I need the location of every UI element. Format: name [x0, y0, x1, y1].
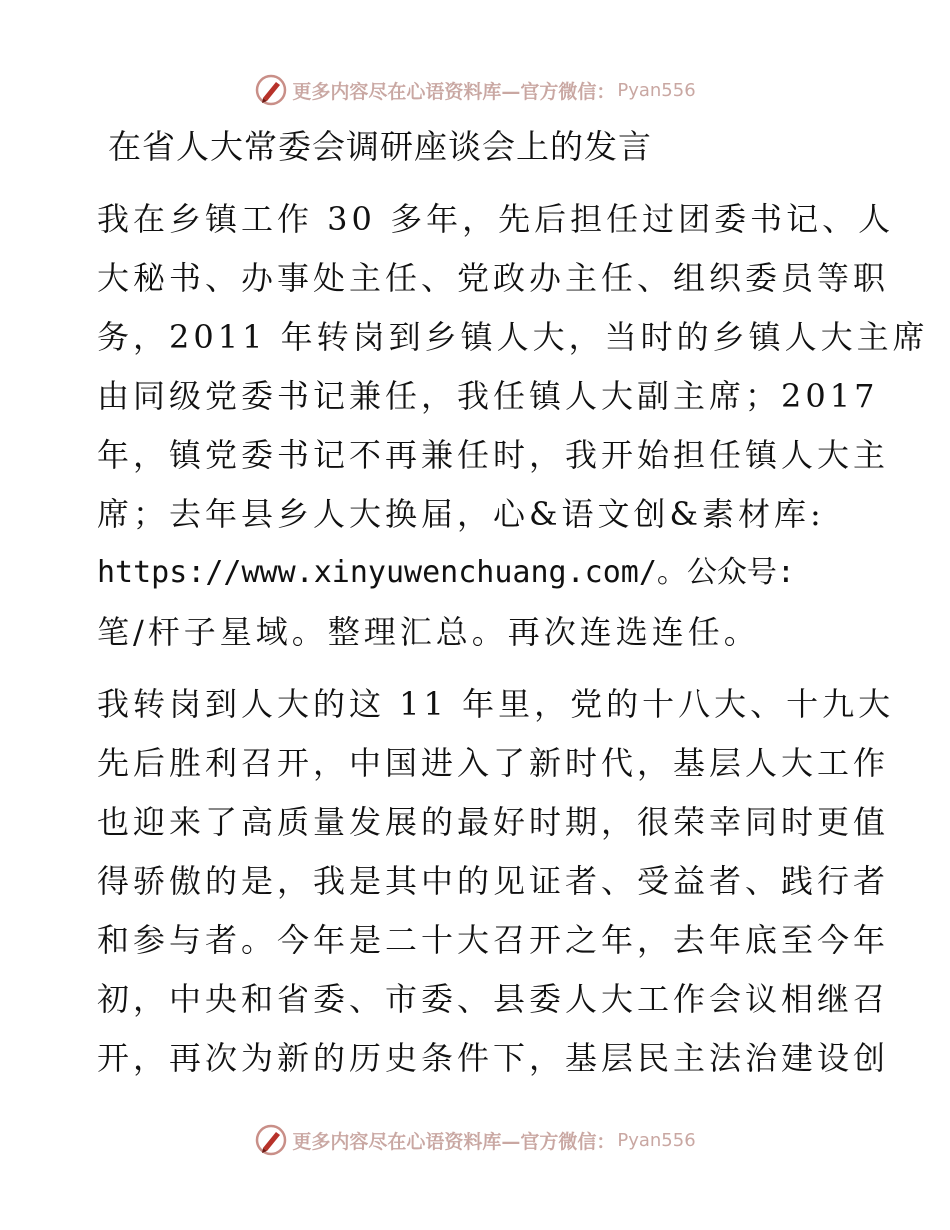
header-watermark	[0, 70, 950, 110]
watermark-account: Pyan556	[617, 1129, 696, 1151]
pen-logo-icon	[254, 1123, 288, 1157]
text-line: 得骄傲的是，我是其中的见证者、受益者、践行者	[97, 862, 890, 900]
text-line: 由同级党委书记兼任，我任镇人大副主席；2017	[97, 377, 879, 415]
pen-logo-icon	[254, 73, 288, 107]
text-line: 我转岗到人大的这 11 年里，党的十八大、十九大	[97, 685, 895, 723]
text-line: 开，再次为新的历史条件下，基层民主法治建设创	[97, 1039, 890, 1077]
text-line: 大秘书、办事处主任、党政办主任、组织委员等职	[97, 259, 890, 297]
text-line: 我在乡镇工作 30 多年，先后担任过团委书记、人	[97, 200, 895, 238]
watermark-account: Pyan556	[617, 79, 696, 101]
document-title: 在省人大常委会调研座谈会上的发言	[108, 127, 652, 166]
text-line: 务，2011 年转岗到乡镇人大，当时的乡镇人大主席	[97, 318, 929, 356]
text-line: 先后胜利召开，中国进入了新时代，基层人大工作	[97, 744, 890, 782]
watermark-text: 更多内容尽在心语资料库—官方微信：	[292, 80, 616, 103]
text-line-url: https://www.xinyuwenchuang.com/。公众号:	[97, 555, 795, 590]
text-line: 席；去年县乡人大换届，心&语文创&素材库:	[97, 495, 825, 533]
text-line: 笔/杆子星域。整理汇总。再次连选连任。	[97, 613, 760, 651]
text-line: 和参与者。今年是二十大召开之年，去年底至今年	[97, 921, 890, 959]
text-line: 也迎来了高质量发展的最好时期，很荣幸同时更值	[97, 803, 890, 841]
text-line: 年，镇党委书记不再兼任时，我开始担任镇人大主	[97, 436, 890, 474]
watermark-text: 更多内容尽在心语资料库—官方微信：	[292, 1130, 616, 1153]
footer-watermark	[0, 1120, 950, 1160]
text-line: 初，中央和省委、市委、县委人大工作会议相继召	[97, 980, 890, 1018]
